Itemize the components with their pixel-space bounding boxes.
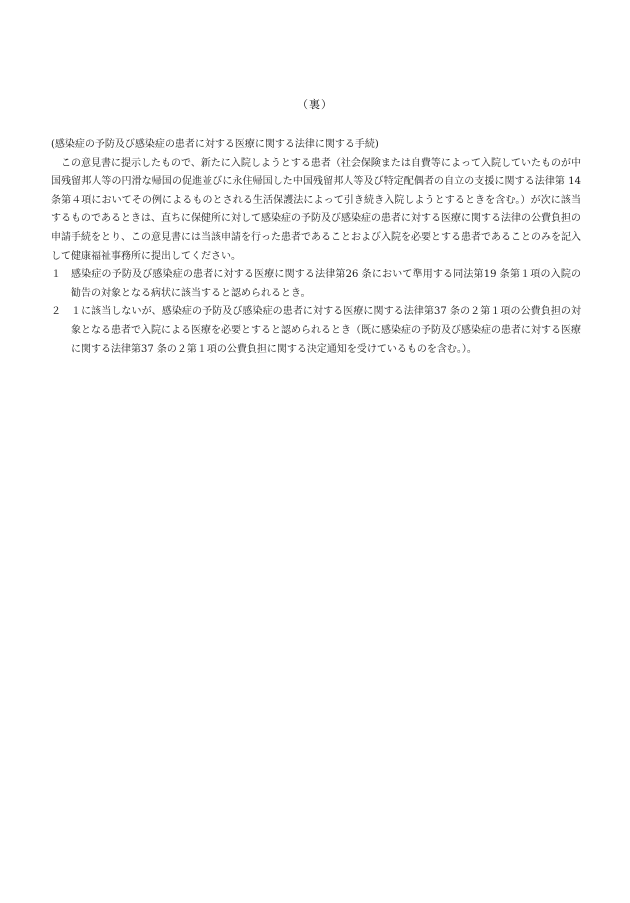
back-side-label: （裏） (297, 98, 333, 111)
condition-item-2 (51, 303, 581, 359)
item-number: １ (51, 269, 61, 281)
condition-item-1 (51, 266, 581, 303)
item-number: ２ (51, 306, 61, 318)
section-heading: (感染症の予防及び感染症の患者に対する医療に関する法律に関する手続) (51, 139, 379, 150)
instruction-paragraph: この意見書に提示したもので、新たに入院しようとする患者（社会保険または自費等によって入院していたものが中国残留邦人等の円滑な帰国の促進並びに永住帰国した中国残留邦人等及び特定配偶者の自立の支援に関する法律第 14 条第４項においてその例によるものとされる生活保護法によって引き続き入院しようとするときを含む。）が次に該当するものであるときは、直ちに保健所に対して感染症の予防及び感染症の患者に対する医療に関する法律の公費負担の申請手続をとり、この意見書には当該申請を行った患者であることおよび入院を必要とする患者であることのみを記入して健康福祉事務所に提出してください。 (51, 157, 581, 262)
document-body (51, 136, 581, 359)
item-text: １に該当しないが、感染症の予防及び感染症の患者に対する医療に関する法律第37 条の２第１項の公費負担の対象となる患者で入院による医療を必要とすると認められるとき（既に感染症の予防及び感染症の患者に対する医療に関する法律第37 条の２第１項の公費負担に関する決定通知を受けているものを含む。）。 (71, 306, 581, 355)
item-text: 感染症の予防及び感染症の患者に対する医療に関する法律第26 条において準用する同法第19 条第１項の入院の勧告の対象となる病状に該当すると認められるとき。 (71, 269, 581, 299)
